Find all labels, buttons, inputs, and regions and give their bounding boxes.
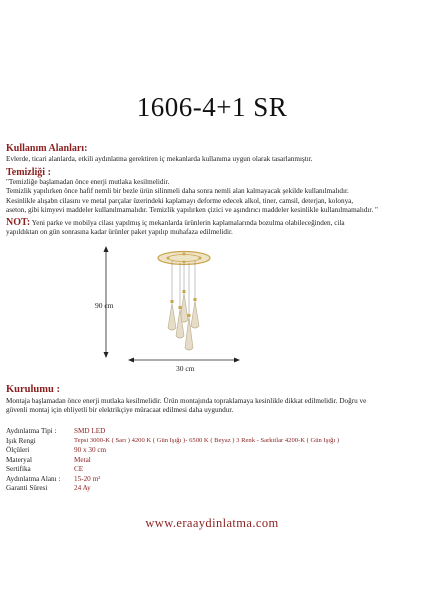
install-line: güvenli montaj için ehliyetli bir elektrikçiye müracaat edilmesi daha uygundur. [6,406,234,415]
spec-key: Aydınlatma Alanı : [6,474,61,483]
height-arrow-top-icon [104,246,109,252]
note-heading: NOT: [6,217,31,228]
spec-key: Sertifika [6,465,31,473]
spec-value: SMD LED [74,427,106,435]
spec-key: Ölçüleri [6,446,30,454]
usage-heading: Kullanım Alanları: [6,143,88,154]
install-heading: Kurulumu : [6,384,60,395]
website-link[interactable]: www.eraaydinlatma.com [145,516,279,530]
cleaning-heading: Temizliği : [6,167,51,178]
spec-value: 15-20 m² [74,474,101,483]
spec-value: 90 x 30 cm [74,446,107,454]
spec-key: Garanti Süresi [6,484,48,492]
spec-table [0,427,424,507]
pendant-drop [168,300,176,330]
install-text [6,397,424,416]
height-label: 90 cm [95,301,114,310]
cleaning-text [6,178,424,216]
width-arrow-right-icon [234,358,240,363]
height-arrow-bottom-icon [104,352,109,358]
width-label: 30 cm [176,364,195,373]
spec-key: Işık Rengi [6,436,36,445]
install-line: Montaja başlamadan önce enerji mutlaka kesilmelidir. Ürün montajında topraklamaya kesinlikle dikkat edilmelidir. Doğru ve [6,397,367,405]
product-title: 1606-4+1 SR [136,92,288,122]
spec-key: Aydınlatma Tipi : [6,427,57,435]
usage-text: Evlerde, ticari alanlarda, etkili aydınlatma gerektiren iç mekanlarda kullanıma uygun olarak tasarlanmıştır. [6,155,313,163]
cleaning-line: aseton, gibi kimyevi maddeler kullanılmamalıdır. Temizlik yapılırken çizici ve aşındırıcı maddeler kesinlikle kullanılmamalıdır. " [6,206,378,215]
spec-value: CE [74,465,84,473]
note-line: Yeni parke ve mobilya cilası yapılmış iç mekanlarda ürünlerin kaplamalarında bozulma olabileceğinden, cila [30,219,345,227]
spec-value: 24 Ay [74,484,91,492]
pendant-drop [191,298,199,328]
note-line: yapıldıktan on gün sonrasına kadar ürünler paket yapılıp muhafaza edilmelidir. [6,228,233,237]
cleaning-line: Temizlik yapılırken önce hafif nemli bir bezle ürün silinmeli daha sonra nemli alan kalmayacak şekilde kullanılmalıdır. [6,187,349,196]
spec-value: Metal [74,455,91,464]
note-paragraph [6,218,424,238]
spec-key: Materyal [6,455,32,464]
cleaning-line: Kesinlikle alışabn cilasını ve metal parçalar üzerindeki kaplamayı deforme edecek alkol, tiner, camsil, deterjan, kolonya, [6,196,354,205]
cleaning-line: "Temizliğe başlamadan önce enerji mutlaka kesilmelidir. [6,178,170,186]
width-arrow-left-icon [128,358,134,363]
spec-value: Tepsi 3000-K ( Sarı ) 4200 K ( Gün Işığı )- 6500 K ( Beyaz ) 3 Renk - Sarkıtlar 4200-K ( Gün Işığı ) [74,436,340,444]
